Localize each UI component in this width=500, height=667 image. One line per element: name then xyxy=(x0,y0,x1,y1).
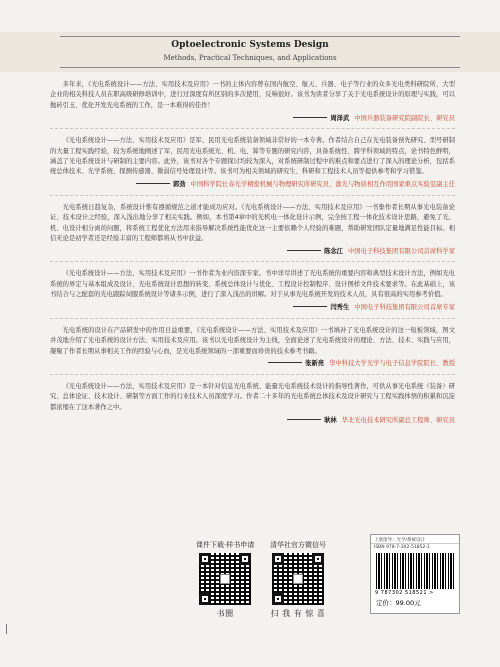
review-text: 《光电系统设计——方法、实用技术及应用》一书作者为业内资深专家。书中详尽讲述了光电系统的重要内容和典型技术设计方法，例如光电系统的界定与基本组成及设计、光电系统设计思想的转变、系统总体设计与优化、工程设计控制程序、设计图样文件技术要求等。在此基础上，该书结合与之配套的光电跟踪伺服系统设计等诸多示例，进行了深入浅出的讲解。对于从事光电系统开发的技术人员，具有很高的实用参考价值。 xyxy=(50,270,455,299)
review-divider xyxy=(50,195,455,197)
shelving-category: 上架指导：光学/系统设计 xyxy=(371,535,459,544)
reviewer-affiliation: 中国科学院长春光学精密机械与物理研究所研究员、激光与物质相互作用国家重点实验室副主任 xyxy=(190,181,455,189)
qr-wechat-label: 清华社官方微信号 xyxy=(270,541,326,549)
reviewer-name: 张新亮 xyxy=(305,360,325,368)
review-3 xyxy=(50,203,455,256)
review-text: 光电系统日趋复杂，系统设计惟有遵循规范之道才能成功应对。《光电系统设计——方法、实用技术及应用》一书集作者长期从事光电装备论证、技术设计之经验，深入浅出地分享了相关实践。例如，本书第4章中的光机电一体化设计示例，完全按工程一体化技术设计思路，避免了光、机、电设计相分离的问题，将系统工程优化方法用来指导解决系统性能优化这一主要依赖个人经验的难题，帮助研发团队定量地满足性能目标。相信无论是初学者还是经验丰富的工程师都将从书中获益。 xyxy=(50,203,455,243)
qr-courseware xyxy=(196,540,254,619)
isbn-barcode-panel xyxy=(370,534,460,614)
reviewer-name: 闫秀生 xyxy=(330,304,350,312)
qr-code-icon xyxy=(199,553,251,605)
signature-dash xyxy=(287,250,321,251)
signature-dash xyxy=(268,362,302,363)
isbn-text: ISBN 978-7-302-51852-1 xyxy=(374,545,430,550)
header-top-rule xyxy=(60,36,460,37)
review-text: 多年来，《光电系统设计——方法、实用技术及应用》一书的主体内容曾在国内航空、航天、兵器、电子等行业的众多光电类科研院所、大型企业的相关科技人员在职高级研修培训中，进行过深度有所区别的多次使用，反响很好。该书为读者分享了关于光电系统设计的原理与实践，可以抛砖引玉、优化开发光电系统的工作，是一本难得的佳作！ xyxy=(50,81,455,109)
reviewer-name: 陈念江 xyxy=(324,247,343,255)
price-label: 定价：99.00元 xyxy=(376,599,421,607)
qr-wechat xyxy=(270,540,326,619)
review-1 xyxy=(50,80,455,122)
qr-code-icon xyxy=(272,553,324,605)
review-4 xyxy=(50,269,455,311)
review-signature xyxy=(50,112,455,122)
reviewer-name: 郭劲 xyxy=(172,181,186,189)
review-divider xyxy=(50,318,455,320)
qr-courseware-caption: 书圈 xyxy=(216,609,234,618)
reviewer-affiliation: 华中科技大学光学与电子信息学院院长、教授 xyxy=(329,360,455,368)
review-signature xyxy=(50,414,455,424)
signature-dash xyxy=(136,183,170,184)
header-bottom-rule xyxy=(60,67,460,68)
review-signature xyxy=(50,302,455,312)
review-2 xyxy=(50,136,455,189)
reviewer-affiliation: 中国电子科技集团有限公司首席专家 xyxy=(354,304,455,312)
book-subtitle: Methods, Practical Techniques, and Applications xyxy=(163,54,337,62)
signature-dash xyxy=(287,419,321,420)
signature-dash xyxy=(293,117,327,118)
review-text: 《光电系统设计——方法、实用技术及应用》是一本针对信息光电系统、能量光电系统技术设计的指导性著作，可供从事光电系统（装备）研究、总体论证、技术设计、研制等方面工作的行业技术人员深度学习。作者二十多年的光电系统总体技术及设计研究与工程实践体悟的积累和沉淀都浓缩在了这本著作之中。 xyxy=(50,382,455,411)
review-signature xyxy=(50,179,455,189)
reviewer-name: 耿林 xyxy=(324,416,337,424)
header-band xyxy=(0,32,500,72)
reviews-section xyxy=(50,80,455,430)
review-signature xyxy=(50,358,455,368)
barcode-digits: 9 787302 518521 > xyxy=(375,590,434,596)
barcode-icon xyxy=(376,553,454,589)
crop-mark xyxy=(6,624,7,634)
qr-courseware-label: 课件下载·样书申请 xyxy=(196,541,255,549)
review-text: 《光电系统设计——方法、实用技术及应用》是军、民用光电系统装备领域非常好的一本专著。作者结合自己在光电装备预先研究、型号研制的大量工程实践经验，较为系统地阐述了军、民用光电系统光、机、电、算等专题的研究内容，具备系统性、跨学科领域的特点，论书特色鲜明，涵盖了光电系统设计与研制的主要内容。此外，该书对各个专题探讨均较为深入，对系统研制过程中的难点和要点进行了深入的理论分析，包括系统总体技术、光学系统、探测传感器、微弱信号处理设计等。该书可为相关领域的研究生、科研和工程技术人员等提供参考和学习借鉴。 xyxy=(50,137,455,176)
reviewer-affiliation: 中国电子科技集团有限公司首席科学家 xyxy=(347,247,455,255)
review-5 xyxy=(50,326,455,368)
book-title: Optoelectronic Systems Design xyxy=(171,40,329,50)
qr-wechat-caption: 扫 我 有 惊 喜 xyxy=(270,609,326,618)
review-signature xyxy=(50,245,455,255)
review-divider xyxy=(50,261,455,263)
review-text: 光电系统的设计在产品研发中的作用日益重要，《光电系统设计——方法、实用技术及应用》一书填补了光电系统设计的这一短板领域，图文并茂地介绍了光电系统的设计方法、实用技术及应用。该书以光电系统设计为主线，全面论述了光电系统设计的理论、方法、技术、实践与应用，凝聚了作者长期从事相关工作的经验与心血，是光电系统领域的一部重要而珍贵的技术参考书籍。 xyxy=(50,326,455,355)
review-divider xyxy=(50,128,455,130)
review-divider xyxy=(50,374,455,376)
reviewer-affiliation: 中国兵器装备研究院副院长、研究员 xyxy=(354,114,455,122)
signature-dash xyxy=(293,306,327,307)
reviewer-affiliation: 华北光电技术研究所副总工程师、研究员 xyxy=(341,416,455,424)
review-6 xyxy=(50,382,455,424)
reviewer-name: 周泽武 xyxy=(330,114,350,122)
